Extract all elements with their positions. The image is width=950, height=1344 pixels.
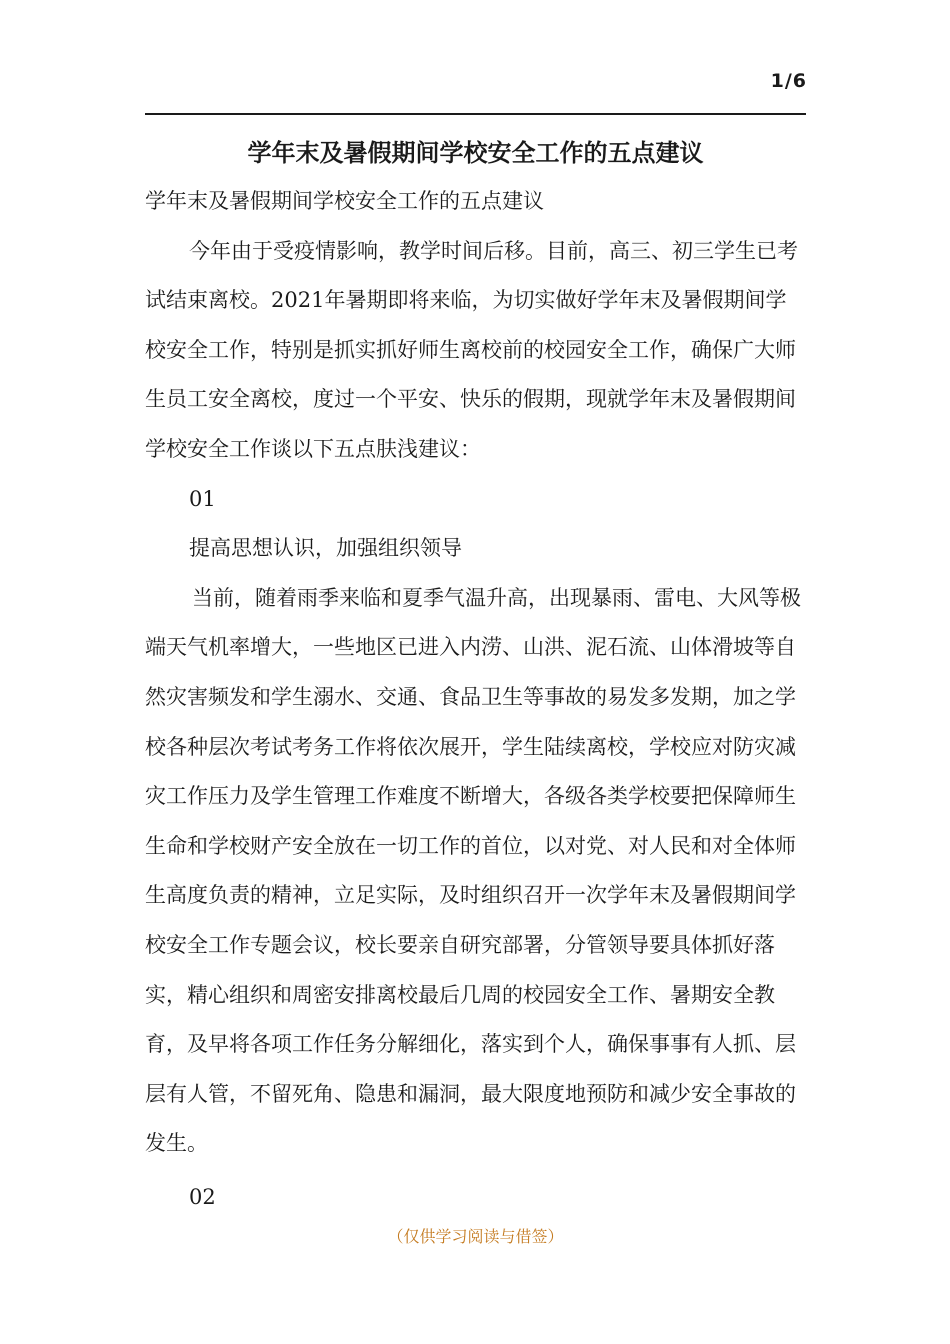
document-subtitle: 学年末及暑假期间学校安全工作的五点建议 <box>145 189 544 213</box>
section-paragraph: 当前，随着雨季来临和夏季气温升高，出现暴雨、雷电、大风等极端天气机率增大，一些地区已进入内涝、山洪、泥石流、山体滑坡等自然灾害频发和学生溺水、交通、食品卫生等事故的易发多发期，加之学校各种层次考试考务工作将依次展开，学生陆续离校，学校应对防灾减灾工作压力及学生管理工作难度不断增大，各级各类学校要把保障师生生命和学校财产安全放在一切工作的首位，以对党、对人民和对全体师生高度负责的精神，立足实际，及时组织召开一次学年末及暑假期间学校安全工作专题会议，校长要亲自研究部署，分管领导要具体抓好落实，精心组织和周密安排离校最后几周的校园安全工作、暑期安全教育，及早将各项工作任务分解细化，落实到个人，确保事事有人抓、层层有人管，不留死角、隐患和漏洞，最大限度地预防和减少安全事故的发生。 <box>145 585 801 1156</box>
header-divider <box>145 113 806 115</box>
section-heading: 提高思想认识，加强组织领导 <box>189 536 462 561</box>
section-number: 01 <box>189 486 216 511</box>
intro-paragraph: 今年由于受疫情影响，教学时间后移。目前，高三、初三学生已考试结束离校。2021年暑期即将来临，为切实做好学年末及暑假期间学校安全工作，特别是抓实抓好师生离校前的校园安全工作，确保广大师生员工安全离校，度过一个平安、快乐的假期，现就学年末及暑假期间学校安全工作谈以下五点肤浅建议： <box>145 238 798 461</box>
footer-note: （仅供学习阅读与借签） <box>387 1227 564 1246</box>
section-number: 02 <box>189 1184 216 1209</box>
document-body <box>145 177 806 1222</box>
document-title: 学年末及暑假期间学校安全工作的五点建议 <box>247 138 704 167</box>
page-indicator: 1/6 <box>770 70 807 92</box>
